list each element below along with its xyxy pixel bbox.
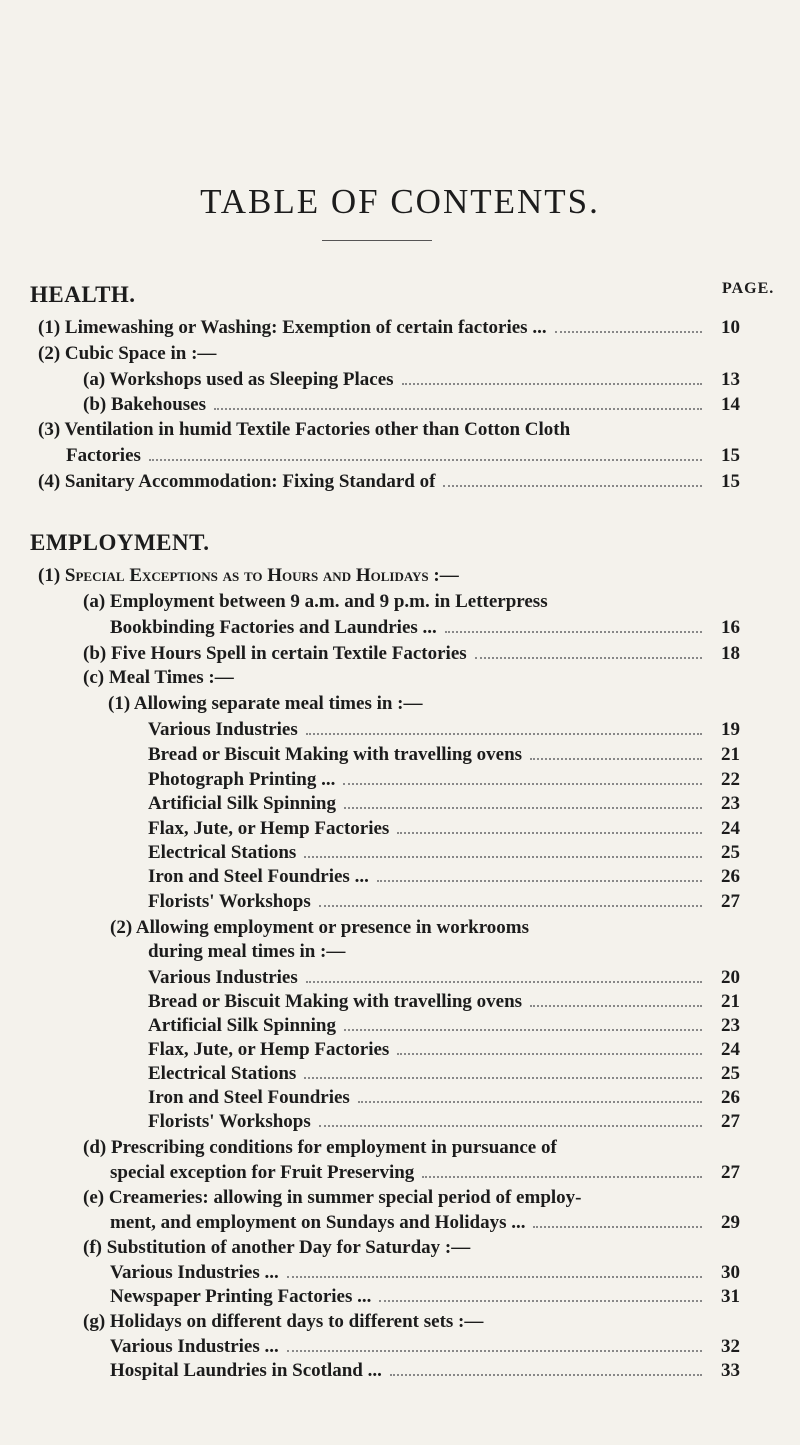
toc-entry: during meal times in :—	[148, 941, 346, 962]
toc-entry: ment, and employment on Sundays and Holidays ... 29	[110, 1212, 740, 1233]
toc-entry: (2) Allowing employment or presence in workrooms	[110, 917, 530, 938]
toc-entry: Flax, Jute, or Hemp Factories 24	[148, 818, 740, 839]
toc-entry: Factories 15	[66, 445, 740, 466]
toc-entry: Electrical Stations 25	[148, 842, 740, 863]
toc-entry: (d) Prescribing conditions for employment in pursuance of	[83, 1137, 557, 1158]
page-title: TABLE OF CONTENTS.	[200, 182, 600, 221]
toc-entry: Various Industries ... 30	[110, 1262, 740, 1283]
toc-entry: (a) Workshops used as Sleeping Places 13	[83, 369, 740, 390]
toc-entry: Artificial Silk Spinning 23	[148, 1015, 740, 1036]
toc-entry: (g) Holidays on different days to different sets :—	[83, 1311, 484, 1332]
toc-entry: Bookbinding Factories and Laundries ... 16	[110, 617, 740, 638]
toc-entry: (f) Substitution of another Day for Saturday :—	[83, 1237, 471, 1258]
toc-entry: (c) Meal Times :—	[83, 667, 234, 688]
toc-entry: (a) Employment between 9 a.m. and 9 p.m. in Letterpress	[83, 591, 548, 612]
toc-entry: Iron and Steel Foundries 26	[148, 1087, 740, 1108]
toc-entry: Bread or Biscuit Making with travelling ovens 21	[148, 744, 740, 765]
toc-entry: Florists' Workshops 27	[148, 891, 740, 912]
toc-entry: (1) Limewashing or Washing: Exemption of certain factories ... 10	[38, 317, 740, 338]
toc-entry: (b) Bakehouses 14	[83, 394, 740, 415]
toc-entry: Various Industries 20	[148, 967, 740, 988]
toc-entry: Various Industries 19	[148, 719, 740, 740]
toc-entry: (2) Cubic Space in :—	[38, 343, 217, 364]
toc-entry: (1) Special Exceptions as to Hours and Holidays :—	[38, 565, 459, 586]
toc-entry: Flax, Jute, or Hemp Factories 24	[148, 1039, 740, 1060]
section-heading-employment: EMPLOYMENT.	[30, 530, 210, 555]
toc-entry: Bread or Biscuit Making with travelling ovens 21	[148, 991, 740, 1012]
toc-entry: Electrical Stations 25	[148, 1063, 740, 1084]
toc-entry: Hospital Laundries in Scotland ... 33	[110, 1360, 740, 1381]
toc-entry: Artificial Silk Spinning 23	[148, 793, 740, 814]
toc-entry: (e) Creameries: allowing in summer special period of employ-	[83, 1187, 582, 1208]
toc-entry: special exception for Fruit Preserving 27	[110, 1162, 740, 1183]
toc-entry: (3) Ventilation in humid Textile Factories other than Cotton Cloth	[38, 419, 571, 440]
page-column-label: PAGE.	[722, 280, 775, 297]
section-heading-health: HEALTH.	[30, 282, 136, 307]
toc-entry: Photograph Printing ... 22	[148, 769, 740, 790]
toc-entry: Newspaper Printing Factories ... 31	[110, 1286, 740, 1307]
toc-entry: Florists' Workshops 27	[148, 1111, 740, 1132]
title-divider	[322, 240, 432, 241]
toc-entry: (1) Allowing separate meal times in :—	[108, 693, 423, 714]
toc-entry: Iron and Steel Foundries ... 26	[148, 866, 740, 887]
toc-entry: Various Industries ... 32	[110, 1336, 740, 1357]
toc-entry: (4) Sanitary Accommodation: Fixing Standard of 15	[38, 471, 740, 492]
toc-entry: (b) Five Hours Spell in certain Textile Factories 18	[83, 643, 740, 664]
